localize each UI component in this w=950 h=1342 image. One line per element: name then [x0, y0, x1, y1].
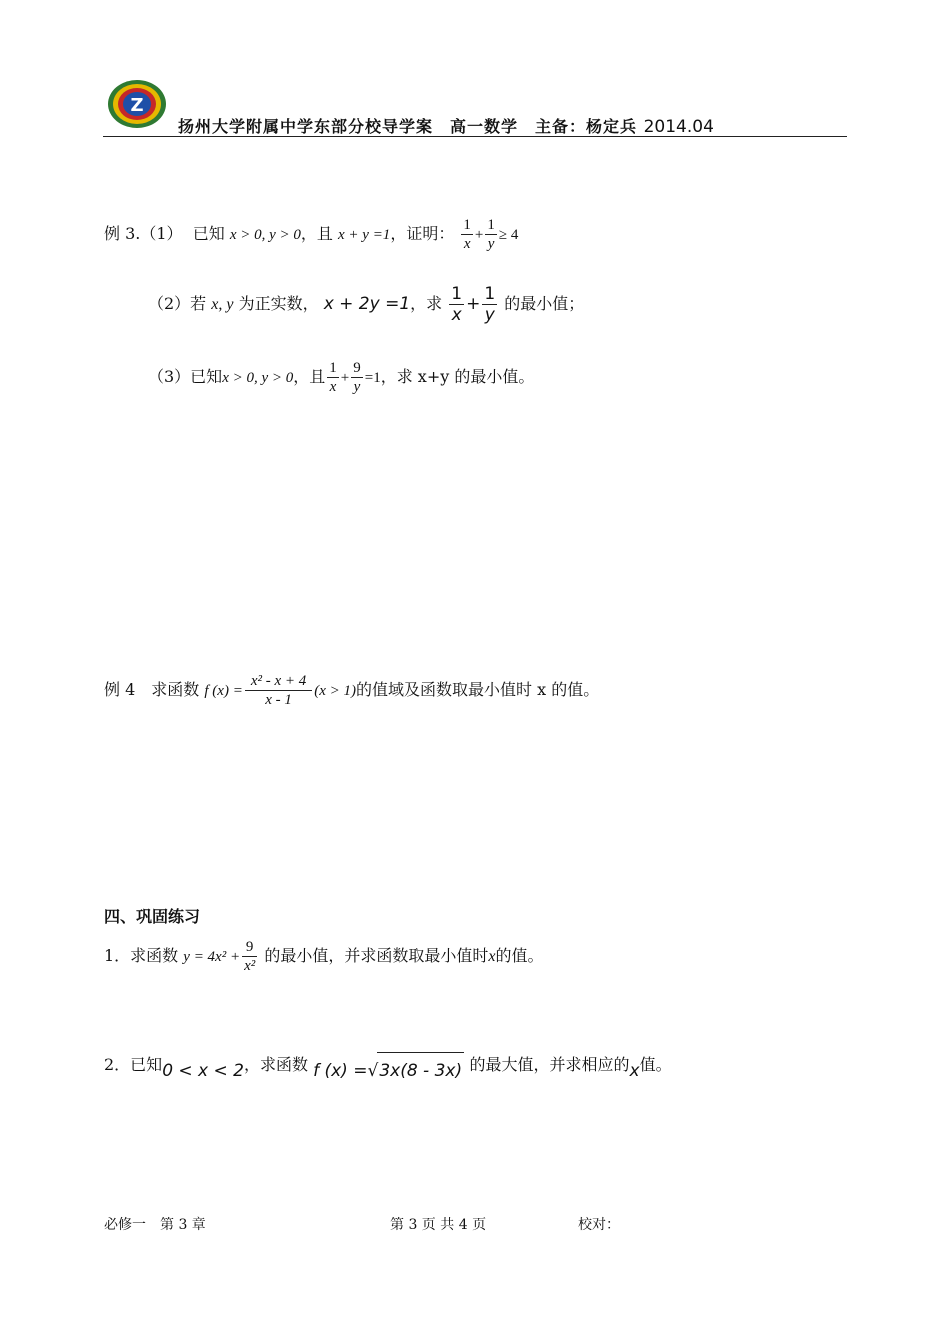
ex3-p3-cond: x > 0, y > 0	[222, 370, 294, 386]
ex3-p3-frac2	[351, 359, 363, 396]
ex4-tail: 的值域及函数取最小值时 x 的值。	[356, 680, 600, 699]
ex3-p1-t3: ，证明：	[390, 224, 455, 243]
ex3-p1-frac1-num: 1	[463, 217, 471, 233]
ex4-num: x² - x + 4	[245, 672, 312, 691]
ex3-p3-label: （3）已知	[148, 367, 223, 386]
ex3-p1-plus: +	[474, 227, 484, 243]
q1-label: 1．求函数	[104, 946, 179, 965]
ex4-den: x - 1	[265, 692, 292, 708]
q2-func	[313, 1061, 469, 1081]
logo-emblem	[106, 78, 168, 130]
footer-proofread: 校对：	[578, 1217, 620, 1233]
ex4	[104, 668, 599, 713]
section4-title: 四、巩固练习	[104, 907, 201, 926]
q1-frac	[242, 938, 257, 975]
ex3-p1-frac2	[485, 216, 497, 253]
ex3-p2-frac2-den: y	[484, 305, 495, 325]
q2-t1: ，求函数	[243, 1055, 308, 1074]
q2-label: 2．已知	[104, 1055, 163, 1074]
ex4-cond: (x > 1)	[314, 683, 357, 699]
ex3-p3-frac1-num: 1	[329, 360, 337, 376]
ex3-p3-frac1	[327, 359, 339, 396]
q1-tail2: 的值。	[495, 946, 544, 965]
ex3-p3-frac2-num: 9	[353, 360, 361, 376]
ex4-label: 例 4 求函数	[104, 680, 200, 699]
q1-den: x²	[244, 958, 256, 974]
ex3-p2-plus: +	[466, 294, 481, 314]
ex4-fx: f (x) =	[204, 683, 243, 699]
ex3-p1-eq: x + y =1	[338, 227, 391, 243]
q2-radicand-text: 3x(8 - 3x)	[379, 1061, 463, 1081]
q2-fx: f (x) =	[313, 1061, 368, 1081]
ex3-p1-frac2-num: 1	[487, 217, 495, 233]
ex3-p1-t2: ，且	[300, 224, 333, 243]
ex3-p2-t2: ，求	[410, 294, 443, 313]
ex3-p1-frac1-den: x	[463, 236, 471, 252]
q1-expr: y = 4x² +	[183, 949, 241, 965]
ex3-label: 例 3.（1）	[104, 224, 183, 243]
ex3-p2-vars: x, y	[211, 296, 234, 313]
q1-tail1: 的最小值，并求函数取最小值时	[264, 946, 489, 965]
ex3-p2-frac1	[449, 284, 464, 326]
ex3-p2-t1: 为正实数，	[238, 294, 319, 313]
q2-cond-wrap	[162, 1061, 244, 1081]
ex3-p2-frac2	[482, 284, 497, 326]
q2-radical-sign: √	[367, 1061, 379, 1081]
footer-page: 第 3 页 共 4 页	[390, 1217, 487, 1233]
q2-cond: 0 < x < 2	[162, 1061, 244, 1081]
header-date: 2014.04	[643, 117, 714, 137]
ex3-part2	[148, 282, 584, 327]
ex3-p3-eq: =1	[364, 370, 381, 386]
q2-var: x	[629, 1061, 640, 1081]
ex3-p1-frac2-den: y	[487, 236, 495, 252]
ex3-p3-t1: ，且	[293, 367, 326, 386]
footer-left: 必修一 第 3 章	[104, 1217, 206, 1233]
q1	[104, 934, 543, 979]
ex3-p1-frac1	[461, 216, 473, 253]
header-title	[178, 114, 714, 137]
ex3-p2-eq-wrap	[324, 294, 410, 314]
q2-var-wrap	[630, 1061, 640, 1081]
q2	[104, 1046, 672, 1083]
ex3-p3-frac1-den: x	[329, 379, 337, 395]
school-logo	[106, 78, 168, 130]
ex3-p3-frac2-den: y	[353, 379, 361, 395]
header-title-text: 扬州大学附属中学东部分校导学案 高一数学 主备：杨定兵	[178, 117, 638, 136]
ex3-p2-t3: 的最小值；	[504, 294, 585, 313]
ex3-p2-frac1-den: x	[451, 305, 462, 325]
header-rule	[103, 136, 847, 137]
ex3-p2-label: （2）若	[148, 294, 207, 313]
q1-var: x	[488, 948, 496, 965]
q1-num: 9	[242, 938, 257, 957]
ex3-p2-frac1-num: 1	[451, 283, 463, 304]
ex3-p1-cond: x > 0, y > 0	[229, 227, 301, 243]
ex3-p3-plus: +	[340, 370, 350, 386]
ex3-p1-tail: ≥ 4	[498, 227, 519, 243]
ex3-p2-frac2-num: 1	[484, 283, 496, 304]
ex3-p3-t2: ，求 x+y 的最小值。	[380, 367, 535, 386]
ex3-p2-eq: x + 2y =1	[323, 294, 411, 314]
q2-t2: 的最大值，并求相应的	[469, 1055, 630, 1074]
ex3-part1	[104, 214, 518, 255]
ex3-part3	[148, 356, 534, 399]
q2-t3: 值。	[639, 1055, 672, 1074]
ex4-frac	[245, 672, 312, 709]
ex3-p1-t1: 已知	[192, 224, 225, 243]
q2-radicand	[377, 1052, 464, 1089]
logo-letter: Z	[130, 95, 144, 116]
